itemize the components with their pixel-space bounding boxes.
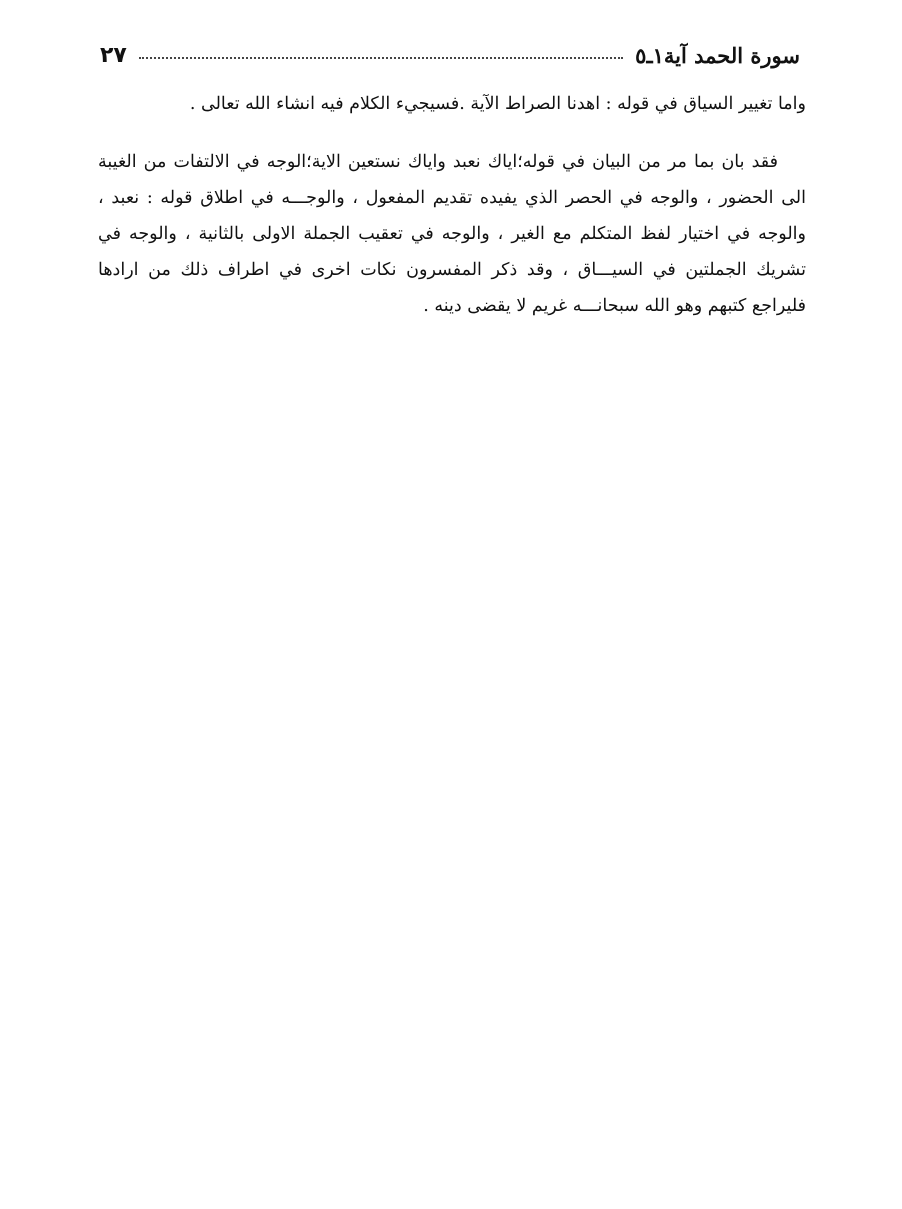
- running-title: سورة الحمد آية١ـ٥: [635, 42, 800, 68]
- paragraph-2: فقد بان بما مر من البيان في قوله؛اياك نعبد واياك نستعين الاية؛الوجه في الالتفات من الغيبة الى الحضور ، والوجه في الحصر الذي يفيده تقديم المفعول ، والوجـــه في اطلاق قوله : نعبد ، والوجه في اختيار لفظ المتكلم مع الغير ، والوجه في تعقيب الجملة الاولى بالثانية ، والوجه في تشريك الجملتين في السيـــاق ، وقد ذكر المفسرون نكات اخرى في اطراف ذلك من ارادها فليراجع كتبهم وهو الله سبحانـــه غريم لا يقضى دينه .: [98, 152, 806, 316]
- body-text: [98, 86, 806, 324]
- paragraph-1: واما تغيير السياق في قوله : اهدنا الصراط الآية .فسيجيء الكلام فيه انشاء الله تعالى .: [189, 94, 806, 114]
- page-number: ٢٧: [100, 42, 127, 68]
- page-header: [100, 38, 800, 72]
- dotted-leader: [139, 57, 623, 59]
